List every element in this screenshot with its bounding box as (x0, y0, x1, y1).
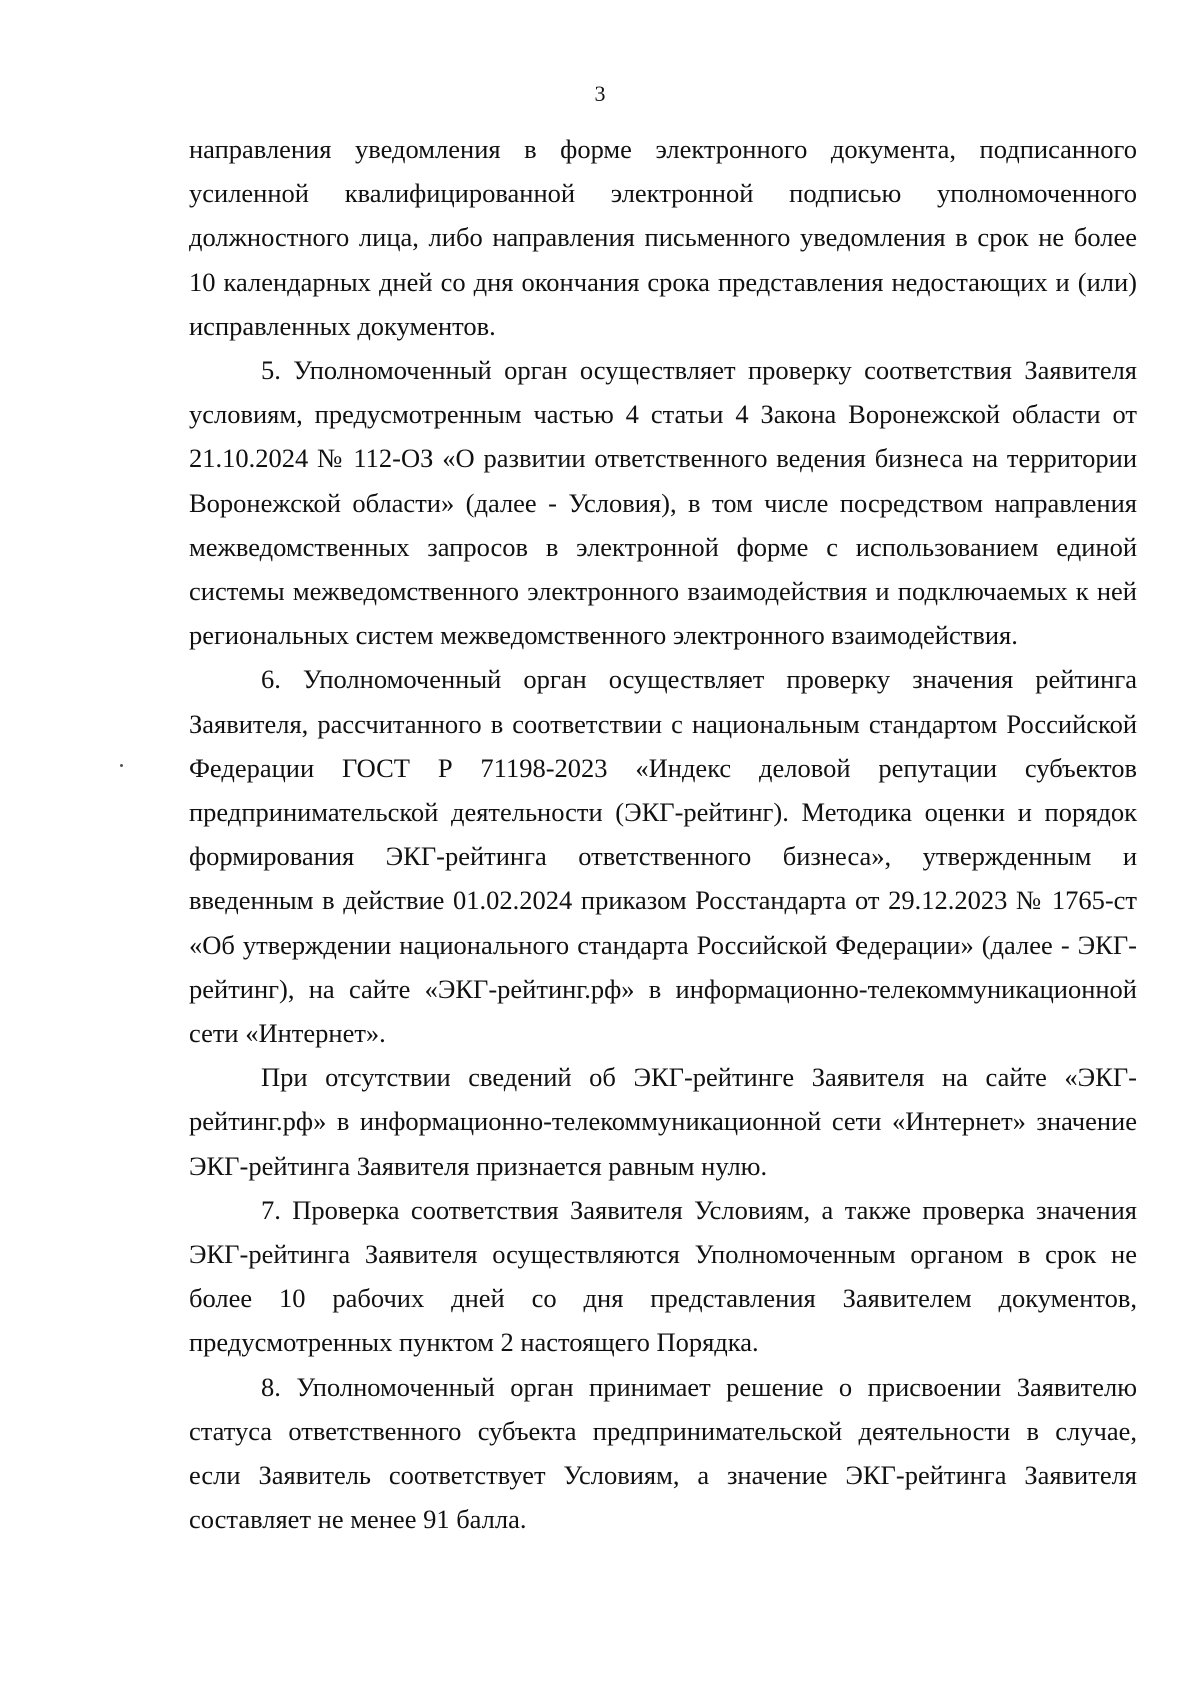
document-body (189, 127, 1137, 1542)
paragraph-item-8: 8. Уполномоченный орган принимает решение о присвоении Заявителю статуса ответственного субъекта предпринимательской деятельности в случае, если Заявитель соответствует Условиям, а значение ЭКГ-рейтинга Заявителя составляет не менее 91 балла. (189, 1371, 1137, 1535)
page-number: 3 (594, 81, 606, 106)
paragraph-continuation: направления уведомления в форме электронного документа, подписанного усиленной квалифицированной электронной подписью уполномоченного должностного лица, либо направления письменного уведомления в срок не более 10 календарных дней со дня окончания срока представления недостающих и (или) исправленных документов. (189, 134, 1137, 341)
paragraph-item-5: 5. Уполномоченный орган осуществляет проверку соответствия Заявителя условиям, предусмотренным частью 4 статьи 4 Закона Воронежской области от 21.10.2024 № 112-ОЗ «О развитии ответственного ведения бизнеса на территории Воронежской области» (далее - Условия), в том числе посредством направления межведомственных запросов в электронной форме с использованием единой системы межведомственного электронного взаимодействия и подключаемых к ней региональных систем межведомственного электронного взаимодействия. (189, 355, 1137, 651)
paragraph-item-6: 6. Уполномоченный орган осуществляет проверку значения рейтинга Заявителя, рассчитанного в соответствии с национальным стандартом Российской Федерации ГОСТ Р 71198-2023 «Индекс деловой репутации субъектов предпринимательской деятельности (ЭКГ-рейтинг). Методика оценки и порядок формирования ЭКГ-рейтинга ответственного бизнеса», утвержденным и введенным в действие 01.02.2024 приказом Росстандарта от 29.12.2023 № 1765-ст «Об утверждении национального стандарта Российской Федерации» (далее - ЭКГ-рейтинг), на сайте «ЭКГ-рейтинг.рф» в информационно-телекоммуникационной сети «Интернет». (189, 664, 1137, 1049)
paragraph-item-6-note: При отсутствии сведений об ЭКГ-рейтинге Заявителя на сайте «ЭКГ-рейтинг.рф» в информационно-телекоммуникационной сети «Интернет» значение ЭКГ-рейтинга Заявителя признается равным нулю. (189, 1062, 1137, 1181)
margin-mark (120, 764, 123, 767)
paragraph-item-7: 7. Проверка соответствия Заявителя Условиям, а также проверка значения ЭКГ-рейтинга Заявителя осуществляются Уполномоченным органом в срок не более 10 рабочих дней со дня представления Заявителем документов, предусмотренных пунктом 2 настоящего Порядка. (189, 1194, 1137, 1358)
